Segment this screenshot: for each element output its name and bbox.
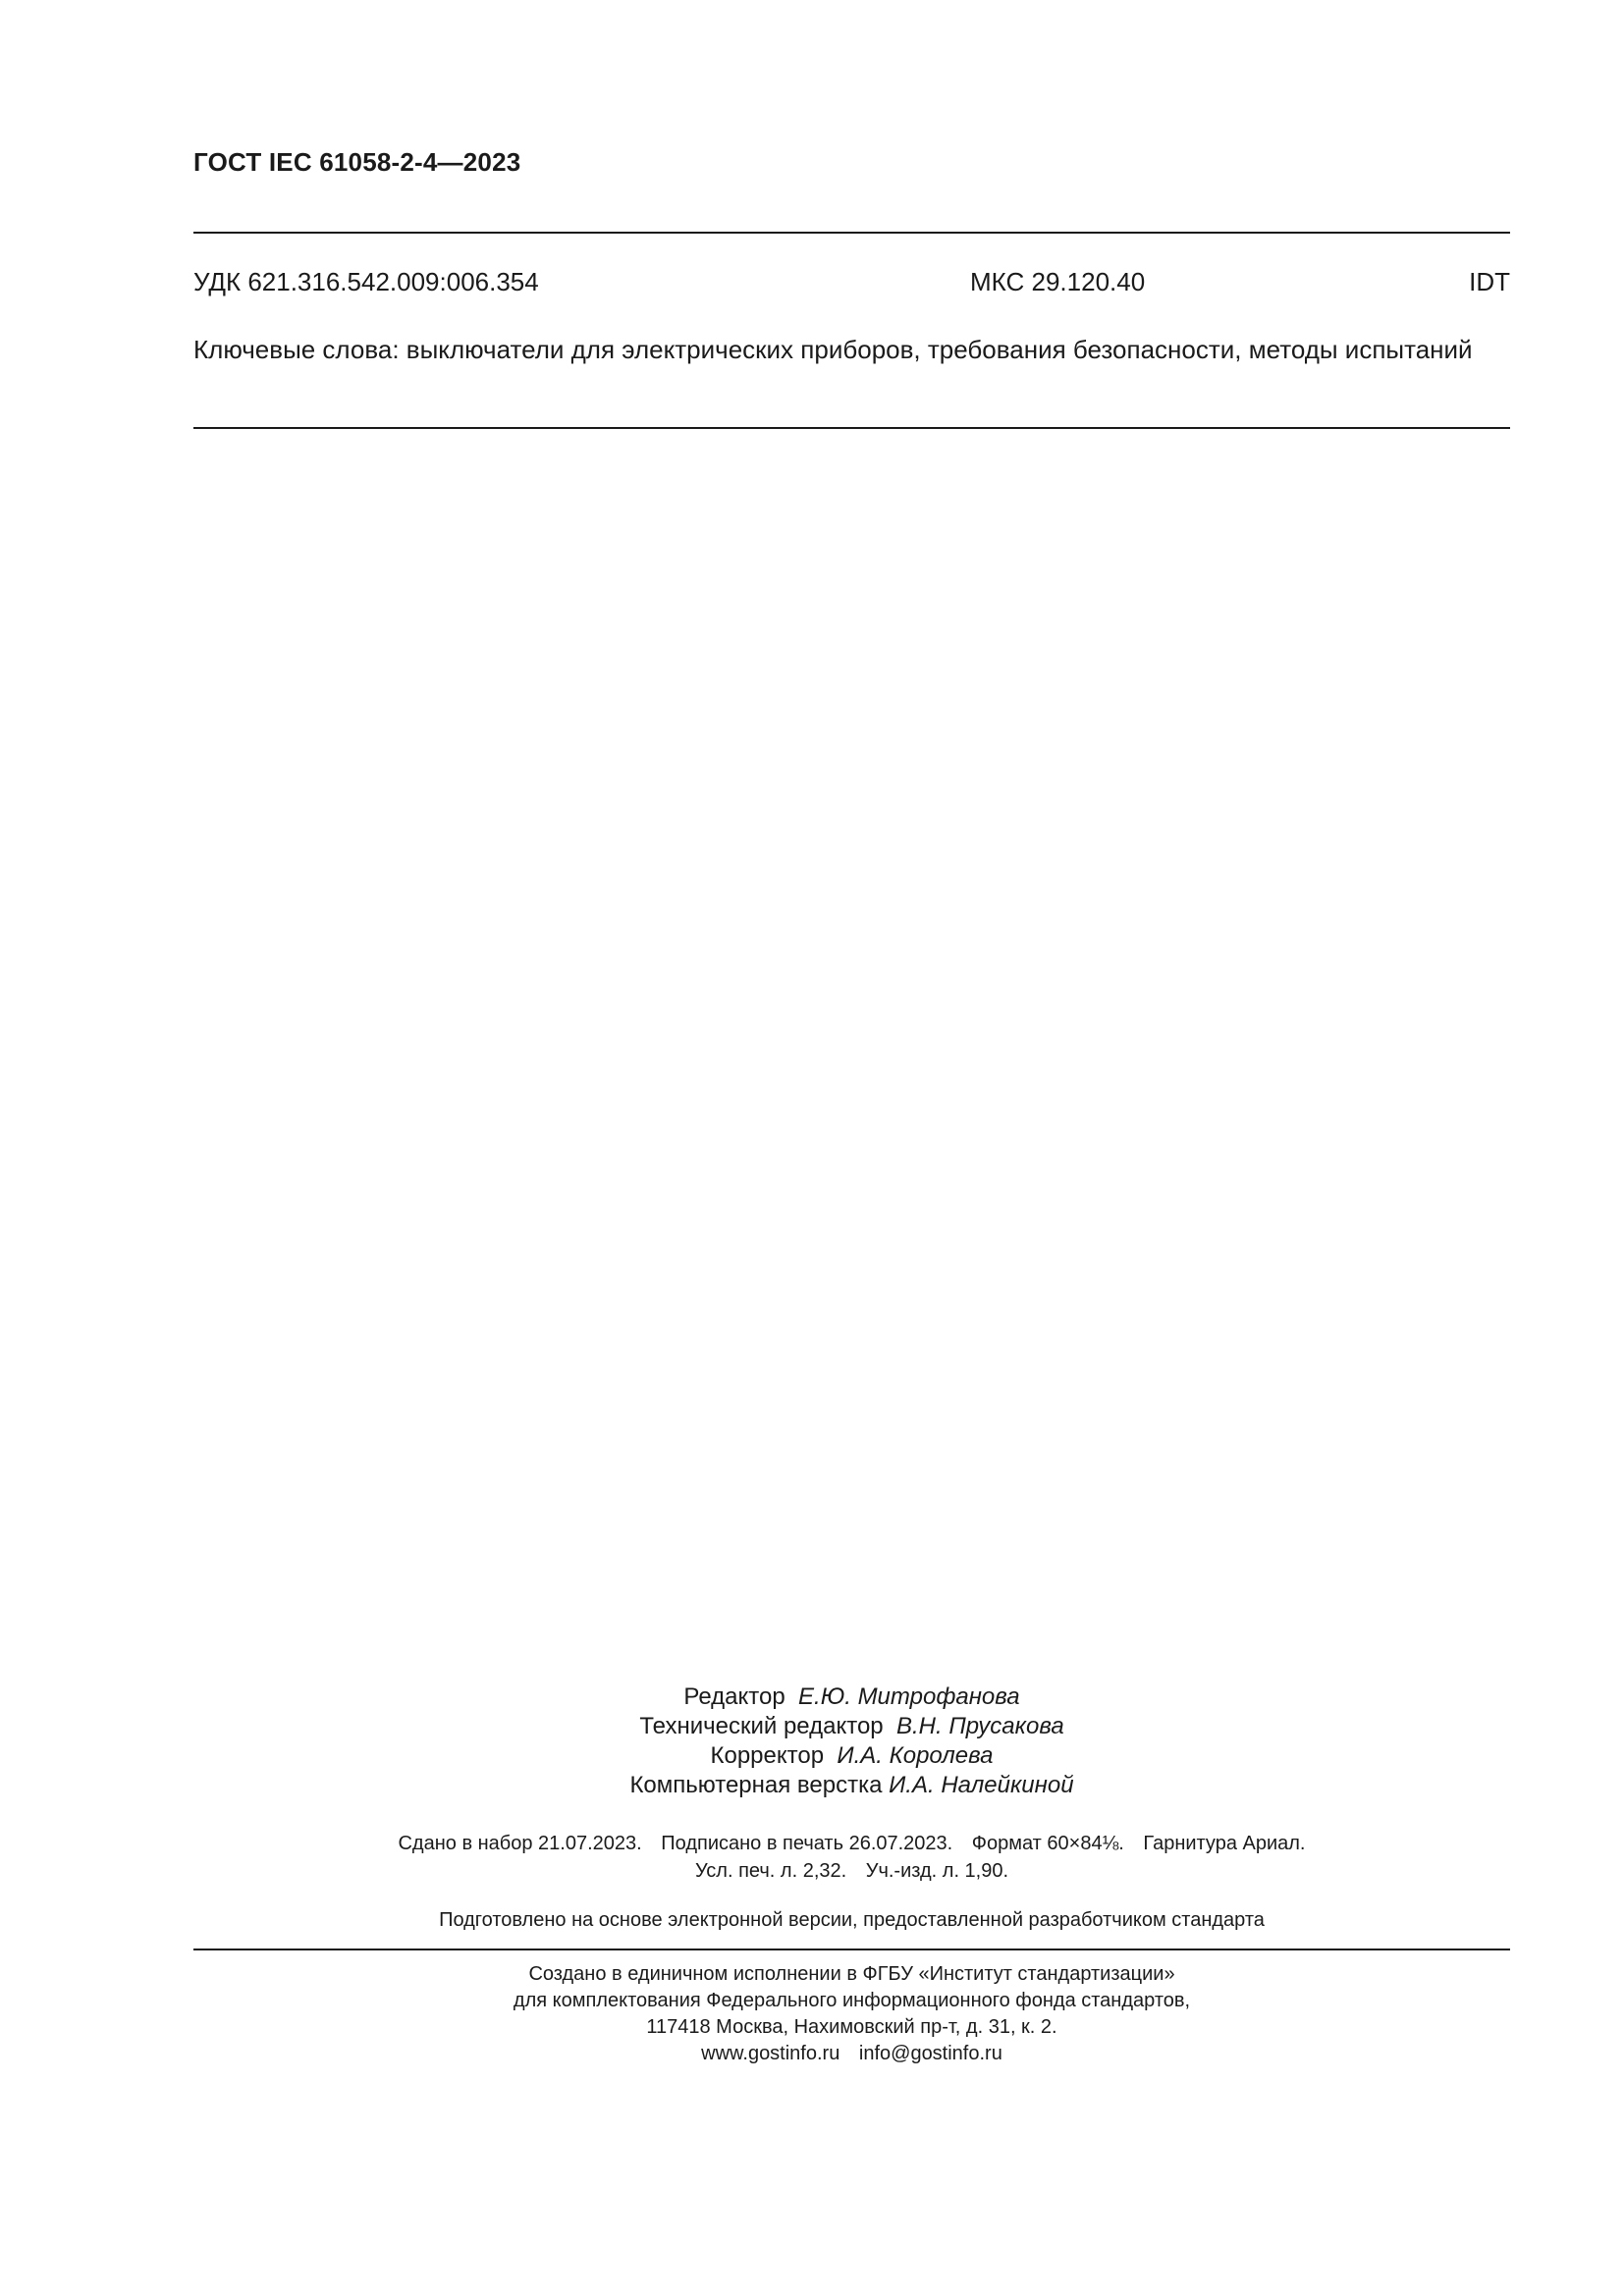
- website-link[interactable]: www.gostinfo.ru: [701, 2043, 840, 2064]
- paper-format: Формат 60×84⅛.: [971, 1833, 1124, 1854]
- udk-code: УДК 621.316.542.009:006.354: [193, 267, 539, 296]
- credit-role: Редактор: [683, 1683, 785, 1710]
- credit-role: Технический редактор: [639, 1713, 884, 1739]
- credit-person: Е.Ю. Митрофанова: [798, 1683, 1020, 1710]
- classification-row: [193, 267, 1510, 298]
- print-info-block: [193, 1830, 1510, 1885]
- credit-proofreader: [193, 1741, 1510, 1771]
- typeface: Гарнитура Ариал.: [1143, 1833, 1306, 1854]
- print-info-line-2: [193, 1857, 1510, 1885]
- equivalence-degree: IDT: [1469, 267, 1510, 296]
- publisher-block: [193, 1961, 1510, 2067]
- credit-role: Компьютерная верстка: [629, 1772, 883, 1798]
- credit-person: И.А. Королева: [837, 1742, 994, 1769]
- keywords-text: Ключевые слова: выключатели для электрических приборов, требования безопасности, методы испытаний: [193, 335, 1473, 364]
- document-code: ГОСТ IEC 61058-2-4—2023: [193, 147, 521, 177]
- signed-date: Подписано в печать 26.07.2023.: [661, 1833, 953, 1854]
- submitted-date: Сдано в набор 21.07.2023.: [398, 1833, 642, 1854]
- printed-sheets: Усл. печ. л. 2,32.: [694, 1860, 847, 1882]
- publisher-sheets: Уч.-изд. л. 1,90.: [865, 1860, 1009, 1882]
- publisher-address: 117418 Москва, Нахимовский пр-т, д. 31, к. 2.: [646, 2016, 1057, 2038]
- top-divider: [193, 232, 1510, 234]
- print-info-line-1: [193, 1830, 1510, 1857]
- credit-person: В.Н. Прусакова: [896, 1713, 1064, 1739]
- credits-block: [193, 1682, 1510, 1800]
- publisher-contacts: [193, 2041, 1510, 2067]
- bottom-divider: [193, 1949, 1510, 1950]
- credit-person: И.А. Налейкиной: [889, 1772, 1074, 1798]
- publisher-line-1: Создано в единичном исполнении в ФГБУ «Институт стандартизации»: [528, 1963, 1175, 1985]
- credit-role: Корректор: [710, 1742, 825, 1769]
- prepared-note: Подготовлено на основе электронной версии, предоставленной разработчиком стандарта: [439, 1909, 1265, 1931]
- email-link[interactable]: info@gostinfo.ru: [858, 2043, 1002, 2064]
- credit-editor: [193, 1682, 1510, 1712]
- keywords-divider: [193, 427, 1510, 429]
- credit-layout: [193, 1771, 1510, 1800]
- credit-technical-editor: [193, 1712, 1510, 1741]
- mks-code: МКС 29.120.40: [970, 267, 1146, 296]
- publisher-line-2: для комплектования Федерального информационного фонда стандартов,: [513, 1990, 1191, 2011]
